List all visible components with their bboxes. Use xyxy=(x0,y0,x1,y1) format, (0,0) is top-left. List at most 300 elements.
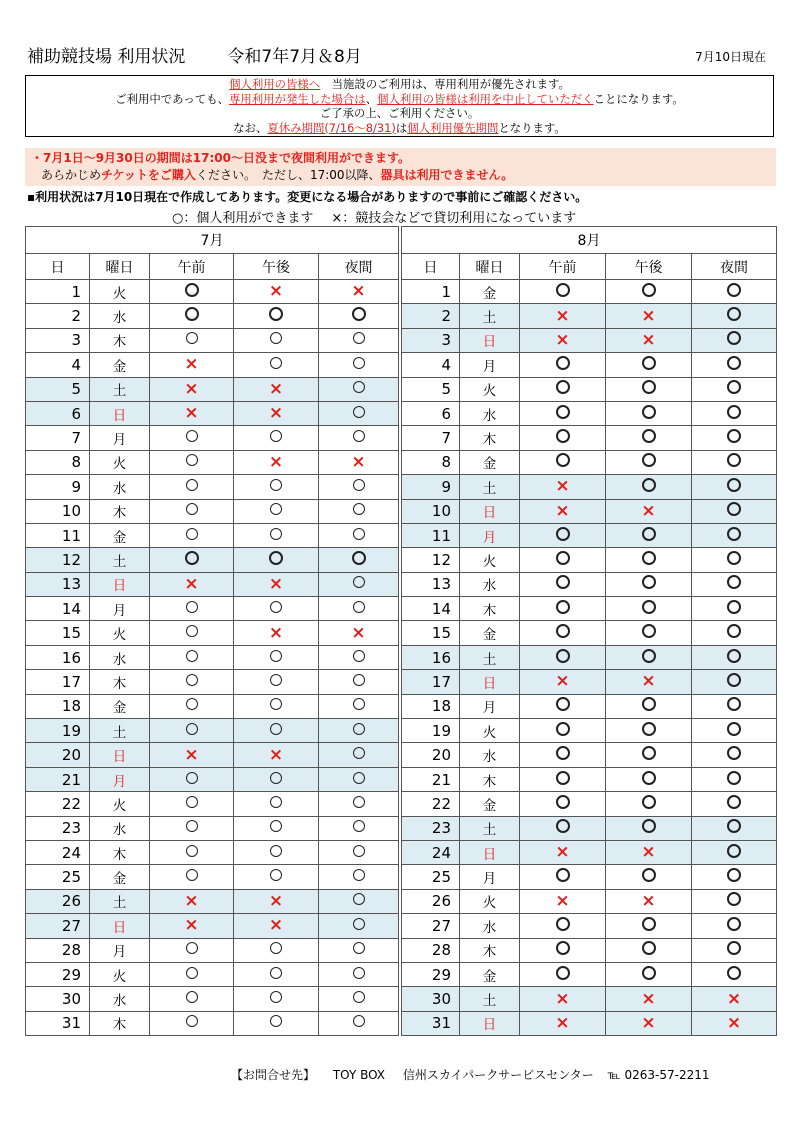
circle-icon xyxy=(353,601,365,613)
notice-emphasis: 個人利用優先期間 xyxy=(407,120,499,135)
slot-am xyxy=(520,450,606,474)
day-number: 16 xyxy=(26,645,90,669)
slot-am xyxy=(150,353,234,377)
slot-am xyxy=(150,719,234,743)
circle-icon xyxy=(270,967,282,979)
day-row xyxy=(26,670,399,694)
notice-text: ご了承の上、ご利用ください。 xyxy=(319,106,480,120)
circle-icon xyxy=(727,502,741,516)
weekday: 火 xyxy=(460,548,520,572)
night-use-line: ・7月1日～9月30日の期間は17:00～日没まで夜間利用ができます。 xyxy=(31,151,410,165)
slot-pm xyxy=(234,401,319,425)
circle-icon xyxy=(353,528,365,540)
slot-nt xyxy=(692,865,777,889)
circle-icon xyxy=(556,771,570,785)
col-header-night: 夜間 xyxy=(692,254,777,280)
circle-icon xyxy=(353,1015,365,1027)
slot-am xyxy=(150,645,234,669)
day-row xyxy=(26,328,399,352)
circle-icon xyxy=(642,600,656,614)
cross-icon: × xyxy=(555,842,570,863)
weekday: 木 xyxy=(90,499,150,523)
weekday: 木 xyxy=(90,670,150,694)
day-number: 7 xyxy=(26,426,90,450)
slot-pm xyxy=(606,523,692,547)
slot-nt xyxy=(319,1011,399,1035)
footer-tel[interactable]: 0263-57-2211 xyxy=(624,1068,710,1082)
slot-pm xyxy=(234,304,319,328)
cross-icon: × xyxy=(641,842,656,863)
circle-icon xyxy=(269,551,283,565)
cross-icon: × xyxy=(641,890,656,911)
circle-icon xyxy=(556,283,570,297)
day-row xyxy=(402,548,777,572)
circle-icon xyxy=(186,454,198,466)
slot-am xyxy=(520,548,606,572)
slot-am xyxy=(150,328,234,352)
slot-am xyxy=(520,840,606,864)
slot-pm xyxy=(606,816,692,840)
circle-icon xyxy=(353,796,365,808)
circle-icon xyxy=(186,942,198,954)
day-row xyxy=(402,499,777,523)
slot-am xyxy=(150,450,234,474)
slot-am xyxy=(520,621,606,645)
day-number: 23 xyxy=(402,816,460,840)
circle-icon xyxy=(270,650,282,662)
circle-icon xyxy=(556,624,570,638)
slot-am xyxy=(520,670,606,694)
circle-icon xyxy=(270,820,282,832)
day-row xyxy=(26,743,399,767)
circle-icon xyxy=(353,503,365,515)
circle-icon xyxy=(556,917,570,931)
slot-nt xyxy=(319,743,399,767)
day-row xyxy=(402,621,777,645)
day-number: 29 xyxy=(402,962,460,986)
circle-icon xyxy=(727,697,741,711)
calendar-august xyxy=(401,226,777,1036)
cross-icon: × xyxy=(555,500,570,521)
day-number: 4 xyxy=(26,353,90,377)
day-number: 25 xyxy=(26,865,90,889)
weekday: 月 xyxy=(90,426,150,450)
circle-icon xyxy=(642,795,656,809)
notice-heading: 個人利用の皆様へ xyxy=(229,77,321,91)
circle-icon xyxy=(185,551,199,565)
cross-icon: × xyxy=(641,305,656,326)
slot-pm xyxy=(234,572,319,596)
day-row xyxy=(402,962,777,986)
slot-am xyxy=(520,719,606,743)
weekday: 火 xyxy=(90,792,150,816)
slot-nt xyxy=(692,938,777,962)
day-number: 21 xyxy=(26,767,90,791)
circle-icon xyxy=(642,941,656,955)
day-row xyxy=(402,889,777,913)
slot-am xyxy=(520,694,606,718)
slot-pm xyxy=(606,401,692,425)
slot-nt xyxy=(319,670,399,694)
notice-text: ご利用中であっても、 xyxy=(115,91,229,106)
cross-icon: × xyxy=(641,988,656,1009)
slot-nt xyxy=(319,987,399,1011)
slot-am xyxy=(520,401,606,425)
col-header-night: 夜間 xyxy=(319,254,399,280)
weekday: 金 xyxy=(460,962,520,986)
cross-icon: × xyxy=(555,890,570,911)
day-number: 20 xyxy=(402,743,460,767)
legend-available: ○：個人利用ができます xyxy=(172,211,314,226)
weekday: 木 xyxy=(90,840,150,864)
day-row xyxy=(402,597,777,621)
slot-am xyxy=(520,523,606,547)
circle-icon xyxy=(185,283,199,297)
slot-pm xyxy=(606,450,692,474)
day-number: 20 xyxy=(26,743,90,767)
slot-nt xyxy=(692,597,777,621)
circle-icon xyxy=(186,845,198,857)
footer-center: 信州スカイパークサービスセンター xyxy=(402,1068,594,1082)
weekday: 日 xyxy=(90,743,150,767)
circle-icon xyxy=(186,503,198,515)
cross-icon: × xyxy=(641,671,656,692)
circle-icon xyxy=(353,357,365,369)
slot-nt xyxy=(319,548,399,572)
day-row xyxy=(26,499,399,523)
circle-icon xyxy=(642,868,656,882)
slot-nt xyxy=(319,792,399,816)
slot-am xyxy=(520,743,606,767)
slot-am xyxy=(150,621,234,645)
circle-icon xyxy=(186,625,198,637)
circle-icon xyxy=(353,381,365,393)
slot-nt xyxy=(692,450,777,474)
legend xyxy=(172,207,576,226)
day-row xyxy=(402,572,777,596)
circle-icon xyxy=(353,674,365,686)
day-row xyxy=(26,304,399,328)
circle-icon xyxy=(727,453,741,467)
slot-pm xyxy=(234,938,319,962)
notice-text: となります。 xyxy=(498,120,566,135)
slot-am xyxy=(150,987,234,1011)
weekday: 火 xyxy=(460,377,520,401)
day-row xyxy=(26,938,399,962)
circle-icon xyxy=(727,429,741,443)
slot-am xyxy=(150,889,234,913)
slot-am xyxy=(520,889,606,913)
circle-icon xyxy=(270,723,282,735)
day-number: 6 xyxy=(26,401,90,425)
circle-icon xyxy=(353,747,365,759)
circle-icon xyxy=(353,698,365,710)
circle-icon xyxy=(270,528,282,540)
weekday: 月 xyxy=(460,353,520,377)
day-number: 24 xyxy=(26,840,90,864)
slot-nt xyxy=(692,792,777,816)
day-row xyxy=(402,1011,777,1035)
day-row xyxy=(402,938,777,962)
weekday: 月 xyxy=(460,865,520,889)
day-number: 24 xyxy=(402,840,460,864)
day-number: 26 xyxy=(402,889,460,913)
weekday: 木 xyxy=(460,597,520,621)
weekday: 日 xyxy=(460,1011,520,1035)
slot-nt xyxy=(319,840,399,864)
slot-nt xyxy=(319,328,399,352)
day-number: 12 xyxy=(402,548,460,572)
circle-icon xyxy=(186,1015,198,1027)
slot-pm xyxy=(234,475,319,499)
day-number: 29 xyxy=(26,962,90,986)
slot-pm xyxy=(234,694,319,718)
circle-icon xyxy=(727,478,741,492)
day-row xyxy=(402,280,777,304)
day-number: 14 xyxy=(402,597,460,621)
circle-icon xyxy=(556,527,570,541)
day-number: 8 xyxy=(402,450,460,474)
weekday: 月 xyxy=(460,694,520,718)
page-title xyxy=(27,42,362,67)
day-number: 19 xyxy=(402,719,460,743)
slot-nt xyxy=(692,304,777,328)
day-row xyxy=(26,280,399,304)
circle-icon xyxy=(186,430,198,442)
slot-pm xyxy=(234,377,319,401)
slot-nt xyxy=(319,597,399,621)
legend-reserved: ×：競技会などで貸切利用になっています xyxy=(331,211,577,226)
circle-icon xyxy=(727,356,741,370)
circle-icon xyxy=(727,966,741,980)
circle-icon xyxy=(186,820,198,832)
slot-am xyxy=(520,914,606,938)
weekday: 月 xyxy=(90,938,150,962)
day-number: 9 xyxy=(402,475,460,499)
slot-nt xyxy=(319,816,399,840)
notice-text: 、 xyxy=(365,91,378,106)
slot-pm xyxy=(234,767,319,791)
slot-am xyxy=(150,597,234,621)
circle-icon xyxy=(642,697,656,711)
slot-am xyxy=(150,938,234,962)
slot-pm xyxy=(234,548,319,572)
cross-icon: × xyxy=(726,988,742,1009)
cross-icon: × xyxy=(555,476,570,497)
day-row xyxy=(402,475,777,499)
circle-icon xyxy=(727,380,741,394)
circle-icon xyxy=(186,650,198,662)
day-row xyxy=(402,816,777,840)
circle-icon xyxy=(353,967,365,979)
slot-pm xyxy=(606,645,692,669)
circle-icon xyxy=(556,356,570,370)
month-name: 7月 xyxy=(26,227,399,254)
month-header-row xyxy=(402,227,777,254)
cross-icon: × xyxy=(555,329,570,350)
slot-pm xyxy=(234,328,319,352)
day-number: 15 xyxy=(26,621,90,645)
circle-icon xyxy=(353,845,365,857)
day-number: 4 xyxy=(402,353,460,377)
notice-text: は xyxy=(395,120,408,135)
slot-pm xyxy=(234,670,319,694)
slot-pm xyxy=(606,938,692,962)
circle-icon xyxy=(186,479,198,491)
slot-nt xyxy=(319,499,399,523)
as-of-date: 7月10日現在 xyxy=(695,50,766,64)
circle-icon xyxy=(642,527,656,541)
slot-nt xyxy=(692,767,777,791)
slot-pm xyxy=(234,280,319,304)
circle-icon xyxy=(727,941,741,955)
slot-pm xyxy=(606,377,692,401)
slot-nt xyxy=(319,694,399,718)
day-number: 3 xyxy=(402,328,460,352)
day-row xyxy=(402,353,777,377)
slot-am xyxy=(150,840,234,864)
slot-pm xyxy=(606,743,692,767)
day-row xyxy=(26,792,399,816)
weekday: 日 xyxy=(460,840,520,864)
slot-nt xyxy=(319,914,399,938)
circle-icon xyxy=(642,649,656,663)
cross-icon: × xyxy=(268,451,284,472)
cross-icon: × xyxy=(184,744,199,765)
night-use-text: ください。 ただし、17:00以降、 xyxy=(195,168,381,182)
slot-nt xyxy=(319,377,399,401)
weekday: 金 xyxy=(90,694,150,718)
slot-pm xyxy=(606,792,692,816)
day-number: 1 xyxy=(402,280,460,304)
circle-icon xyxy=(185,307,199,321)
circle-icon xyxy=(642,405,656,419)
slot-am xyxy=(520,572,606,596)
slot-am xyxy=(150,304,234,328)
circle-icon xyxy=(556,600,570,614)
circle-icon xyxy=(353,942,365,954)
circle-icon xyxy=(727,844,741,858)
circle-icon xyxy=(642,771,656,785)
circle-icon xyxy=(353,869,365,881)
title-main: 補助競技場 利用状況 xyxy=(27,47,186,67)
day-row xyxy=(26,645,399,669)
slot-am xyxy=(150,670,234,694)
circle-icon xyxy=(727,575,741,589)
cross-icon: × xyxy=(268,890,284,911)
slot-nt xyxy=(319,767,399,791)
slot-pm xyxy=(234,865,319,889)
cross-icon: × xyxy=(184,890,199,911)
slot-am xyxy=(520,938,606,962)
circle-icon xyxy=(556,575,570,589)
day-row xyxy=(26,987,399,1011)
circle-icon xyxy=(556,868,570,882)
circle-icon xyxy=(270,796,282,808)
weekday: 金 xyxy=(460,450,520,474)
slot-am xyxy=(150,523,234,547)
slot-nt xyxy=(692,621,777,645)
day-row xyxy=(26,694,399,718)
circle-icon xyxy=(642,917,656,931)
day-row xyxy=(402,426,777,450)
cross-icon: × xyxy=(555,1012,570,1033)
slot-am xyxy=(520,962,606,986)
circle-icon xyxy=(556,697,570,711)
circle-icon xyxy=(727,917,741,931)
slot-pm xyxy=(234,645,319,669)
day-number: 22 xyxy=(402,792,460,816)
notice-emphasis: 夏休み期間(7/16～8/31) xyxy=(267,120,396,135)
night-use-banner xyxy=(25,148,776,186)
slot-nt xyxy=(692,889,777,913)
slot-am xyxy=(150,914,234,938)
circle-icon xyxy=(727,868,741,882)
col-header-day: 日 xyxy=(402,254,460,280)
circle-icon xyxy=(270,942,282,954)
day-row xyxy=(402,914,777,938)
weekday: 火 xyxy=(90,280,150,304)
circle-icon xyxy=(642,746,656,760)
slot-pm xyxy=(606,475,692,499)
slot-pm xyxy=(606,1011,692,1035)
slot-pm xyxy=(234,914,319,938)
circle-icon xyxy=(642,966,656,980)
day-row xyxy=(26,450,399,474)
circle-icon xyxy=(270,674,282,686)
circle-icon xyxy=(642,819,656,833)
slot-nt xyxy=(319,865,399,889)
weekday: 金 xyxy=(90,353,150,377)
slot-am xyxy=(520,816,606,840)
circle-icon xyxy=(270,1015,282,1027)
circle-icon xyxy=(270,845,282,857)
slot-pm xyxy=(234,792,319,816)
slot-nt xyxy=(692,401,777,425)
circle-icon xyxy=(727,722,741,736)
day-row xyxy=(26,914,399,938)
weekday: 日 xyxy=(90,914,150,938)
footer-label: 【お問合せ先】 xyxy=(231,1068,316,1082)
circle-icon xyxy=(642,429,656,443)
weekday: 火 xyxy=(90,621,150,645)
day-number: 27 xyxy=(26,914,90,938)
weekday: 水 xyxy=(90,304,150,328)
slot-am xyxy=(150,426,234,450)
col-header-day: 日 xyxy=(26,254,90,280)
weekday: 火 xyxy=(90,962,150,986)
slot-am xyxy=(150,499,234,523)
day-row xyxy=(402,840,777,864)
cross-icon: × xyxy=(641,1012,656,1033)
slot-pm xyxy=(234,523,319,547)
cross-icon: × xyxy=(268,378,284,399)
day-row xyxy=(26,865,399,889)
slot-pm xyxy=(606,719,692,743)
day-number: 2 xyxy=(402,304,460,328)
weekday: 土 xyxy=(460,645,520,669)
circle-icon xyxy=(642,453,656,467)
slot-am xyxy=(520,645,606,669)
day-number: 13 xyxy=(26,572,90,596)
cross-icon: × xyxy=(351,622,366,643)
circle-icon xyxy=(353,991,365,1003)
circle-icon xyxy=(727,746,741,760)
circle-icon xyxy=(556,819,570,833)
circle-icon xyxy=(556,649,570,663)
night-use-emphasis: 器具は利用できません。 xyxy=(380,168,514,182)
circle-icon xyxy=(186,528,198,540)
